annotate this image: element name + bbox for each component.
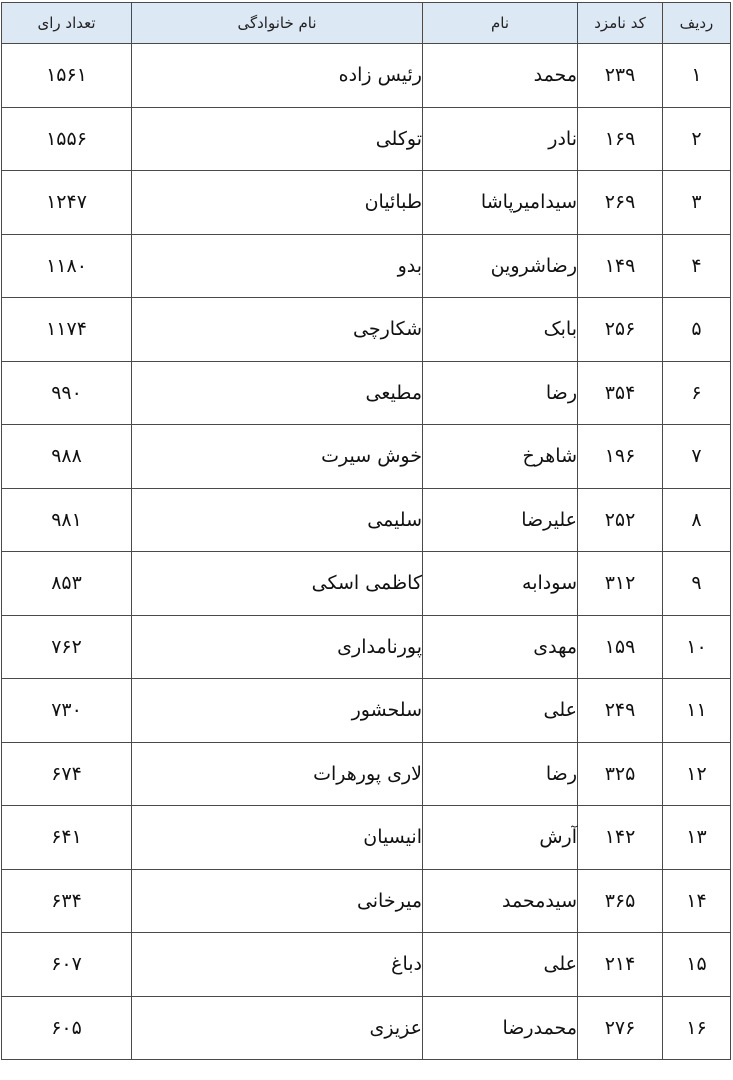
header-votes: تعداد رای (2, 3, 132, 44)
vote-count: ۶۰۵ (2, 996, 132, 1060)
last-name: سلحشور (132, 679, 423, 743)
candidate-code: ۲۷۶ (578, 996, 663, 1060)
candidate-code: ۱۵۹ (578, 615, 663, 679)
vote-count: ۹۹۰ (2, 361, 132, 425)
first-name: سودابه (423, 552, 578, 616)
candidate-code: ۲۵۶ (578, 298, 663, 362)
table-row (2, 806, 731, 870)
first-name: علیرضا (423, 488, 578, 552)
table-row (2, 488, 731, 552)
candidate-code: ۱۴۹ (578, 234, 663, 298)
candidate-code: ۲۶۹ (578, 171, 663, 235)
last-name: کاظمی اسکی (132, 552, 423, 616)
vote-count: ۱۵۶۱ (2, 44, 132, 108)
candidate-code: ۳۱۲ (578, 552, 663, 616)
candidate-code: ۲۱۴ (578, 933, 663, 997)
last-name: رئیس زاده (132, 44, 423, 108)
first-name: رضا (423, 742, 578, 806)
candidate-code: ۳۶۵ (578, 869, 663, 933)
first-name: علی (423, 933, 578, 997)
row-number: ۱ (663, 44, 731, 108)
table-row (2, 234, 731, 298)
last-name: توکلی (132, 107, 423, 171)
header-candidate-code: کد نامزد (578, 3, 663, 44)
table-row (2, 933, 731, 997)
first-name: مهدی (423, 615, 578, 679)
row-number: ۱۰ (663, 615, 731, 679)
table-row (2, 171, 731, 235)
candidate-code: ۲۵۲ (578, 488, 663, 552)
vote-count: ۸۵۳ (2, 552, 132, 616)
first-name: نادر (423, 107, 578, 171)
row-number: ۶ (663, 361, 731, 425)
candidate-code: ۱۶۹ (578, 107, 663, 171)
table-row (2, 298, 731, 362)
vote-count: ۹۸۱ (2, 488, 132, 552)
header-row (2, 3, 731, 44)
vote-count: ۱۲۴۷ (2, 171, 132, 235)
vote-count: ۹۸۸ (2, 425, 132, 489)
first-name: سیدامیرپاشا (423, 171, 578, 235)
row-number: ۱۳ (663, 806, 731, 870)
table-row (2, 425, 731, 489)
last-name: خوش سیرت (132, 425, 423, 489)
last-name: طبائیان (132, 171, 423, 235)
first-name: رضاشروین (423, 234, 578, 298)
candidate-code: ۲۴۹ (578, 679, 663, 743)
table-row (2, 996, 731, 1060)
table-row (2, 44, 731, 108)
candidate-code: ۲۳۹ (578, 44, 663, 108)
header-last-name: نام خانوادگی (132, 3, 423, 44)
first-name: علی (423, 679, 578, 743)
vote-count: ۷۳۰ (2, 679, 132, 743)
last-name: شکارچی (132, 298, 423, 362)
table-row (2, 361, 731, 425)
first-name: آرش (423, 806, 578, 870)
table-row (2, 679, 731, 743)
first-name: سیدمحمد (423, 869, 578, 933)
last-name: عزیزی (132, 996, 423, 1060)
last-name: انیسیان (132, 806, 423, 870)
row-number: ۱۲ (663, 742, 731, 806)
table-row (2, 615, 731, 679)
row-number: ۸ (663, 488, 731, 552)
vote-count: ۶۴۱ (2, 806, 132, 870)
vote-count: ۶۷۴ (2, 742, 132, 806)
vote-count: ۶۳۴ (2, 869, 132, 933)
row-number: ۱۵ (663, 933, 731, 997)
last-name: میرخانی (132, 869, 423, 933)
results-table (1, 2, 731, 1060)
row-number: ۵ (663, 298, 731, 362)
table-row (2, 552, 731, 616)
vote-count: ۱۵۵۶ (2, 107, 132, 171)
last-name: پورنامداری (132, 615, 423, 679)
row-number: ۲ (663, 107, 731, 171)
row-number: ۹ (663, 552, 731, 616)
row-number: ۳ (663, 171, 731, 235)
vote-count: ۶۰۷ (2, 933, 132, 997)
last-name: مطیعی (132, 361, 423, 425)
last-name: سلیمی (132, 488, 423, 552)
first-name: شاهرخ (423, 425, 578, 489)
first-name: محمد (423, 44, 578, 108)
candidate-code: ۳۵۴ (578, 361, 663, 425)
header-row-number: ردیف (663, 3, 731, 44)
row-number: ۷ (663, 425, 731, 489)
candidate-code: ۳۲۵ (578, 742, 663, 806)
vote-count: ۱۱۷۴ (2, 298, 132, 362)
table-row (2, 107, 731, 171)
table-row (2, 742, 731, 806)
first-name: محمدرضا (423, 996, 578, 1060)
last-name: دباغ (132, 933, 423, 997)
row-number: ۱۱ (663, 679, 731, 743)
candidate-code: ۱۴۲ (578, 806, 663, 870)
last-name: بدو (132, 234, 423, 298)
row-number: ۱۶ (663, 996, 731, 1060)
first-name: رضا (423, 361, 578, 425)
vote-count: ۱۱۸۰ (2, 234, 132, 298)
candidate-code: ۱۹۶ (578, 425, 663, 489)
row-number: ۴ (663, 234, 731, 298)
vote-count: ۷۶۲ (2, 615, 132, 679)
table-body (2, 44, 731, 1060)
header-first-name: نام (423, 3, 578, 44)
table-row (2, 869, 731, 933)
table-header (2, 3, 731, 44)
last-name: لاری پورهرات (132, 742, 423, 806)
first-name: بابک (423, 298, 578, 362)
row-number: ۱۴ (663, 869, 731, 933)
